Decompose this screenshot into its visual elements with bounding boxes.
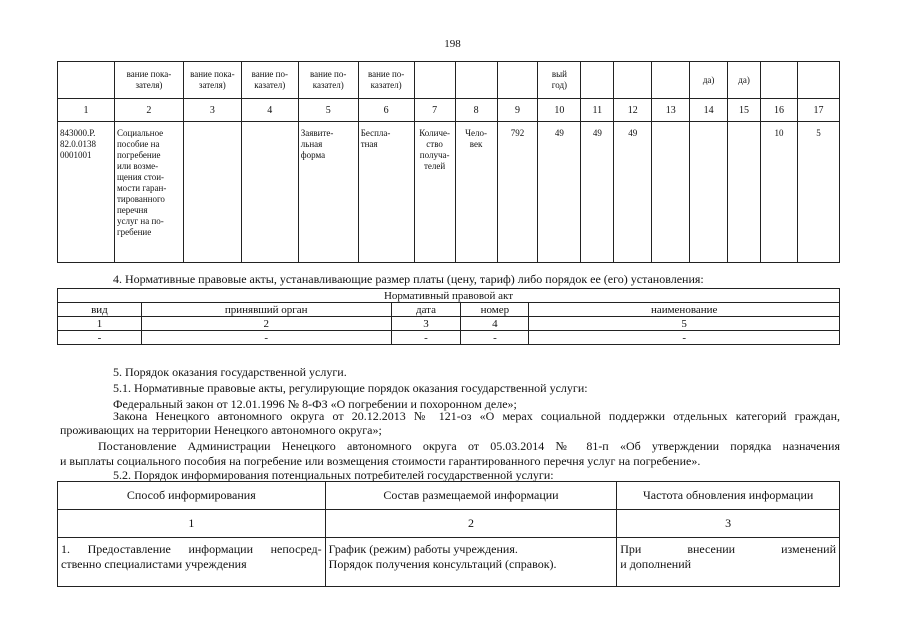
table-row xyxy=(58,538,840,587)
column-number-cell: 10 xyxy=(538,99,581,122)
table-header-row xyxy=(58,303,840,317)
table-cell: 792 xyxy=(497,122,538,263)
table-cell: Заявите- льная форма xyxy=(298,122,358,263)
table-cell: 843000.Р. 82.0.0138 0001001 xyxy=(58,122,115,263)
column-number-cell: 2 xyxy=(141,317,391,331)
table-header-row xyxy=(58,62,840,99)
column-number-cell: 11 xyxy=(581,99,614,122)
table-cell: - xyxy=(58,331,142,345)
column-number-cell: 5 xyxy=(529,317,840,331)
column-number-row xyxy=(58,317,840,331)
table-cell: - xyxy=(391,331,461,345)
header-cell: да) xyxy=(690,62,728,99)
header-cell: наименование xyxy=(529,303,840,317)
section-4-heading: 4. Нормативные правовые акты, устанавливающие размер платы (цену, тариф) либо порядок ее (его) установления: xyxy=(113,272,704,286)
informing-content-line-1: График (режим) работы учреждения. xyxy=(328,542,518,556)
table-cell: - xyxy=(141,331,391,345)
header-cell: вание по- казател) xyxy=(298,62,358,99)
law-3-line-1: Постановление Администрации Ненецкого автономного округа от 05.03.2014 № 81-п «Об утверждении порядка назначения xyxy=(98,439,840,453)
informing-frequency-line-2: и дополнений xyxy=(620,557,692,571)
table-cell: - xyxy=(461,331,529,345)
legal-acts-table xyxy=(57,288,840,345)
header-cell xyxy=(581,62,614,99)
law-3-line-2: и выплаты социального пособия на погребение или возмещения стоимости гарантированного перечня услуг на погребение». xyxy=(60,454,701,468)
table-cell: 49 xyxy=(614,122,652,263)
table-cell xyxy=(652,122,690,263)
header-cell: вид xyxy=(58,303,142,317)
informing-method-line-2: ственно специалистами учреждения xyxy=(61,557,247,571)
column-number-cell: 4 xyxy=(461,317,529,331)
table-cell xyxy=(728,122,761,263)
informing-table xyxy=(57,481,840,587)
table-cell: Беспла- тная xyxy=(358,122,414,263)
column-number-cell: 15 xyxy=(728,99,761,122)
informing-frequency-cell xyxy=(617,538,840,587)
header-cell: номер xyxy=(461,303,529,317)
header-cell xyxy=(58,62,115,99)
column-number-cell: 3 xyxy=(617,510,840,538)
column-number-row xyxy=(58,510,840,538)
header-cell: принявший орган xyxy=(141,303,391,317)
header-cell: вание по- казател) xyxy=(241,62,298,99)
column-number-cell: 12 xyxy=(614,99,652,122)
column-number-cell: 3 xyxy=(183,99,241,122)
header-cell xyxy=(761,62,798,99)
header-cell xyxy=(455,62,497,99)
header-cell: Способ информирования xyxy=(58,482,326,510)
header-cell: вание по- казател) xyxy=(358,62,414,99)
informing-method-cell xyxy=(58,538,326,587)
law-2-line-2: проживающих на территории Ненецкого автономного округа»; xyxy=(60,423,382,437)
informing-frequency-line-1: При внесении изменений xyxy=(620,542,836,556)
header-cell xyxy=(614,62,652,99)
section-5-1-heading: 5.1. Нормативные правовые акты, регулирующие порядок оказания государственной услуги: xyxy=(113,381,588,395)
column-number-cell: 6 xyxy=(358,99,414,122)
header-cell: вый год) xyxy=(538,62,581,99)
table-cell xyxy=(241,122,298,263)
informing-content-line-2: Порядок получения консультаций (справок). xyxy=(328,557,557,571)
column-number-cell: 16 xyxy=(761,99,798,122)
table-cell: - xyxy=(529,331,840,345)
column-number-cell: 17 xyxy=(797,99,839,122)
column-number-cell: 2 xyxy=(325,510,617,538)
column-number-cell: 9 xyxy=(497,99,538,122)
table-cell: 10 xyxy=(761,122,798,263)
legal-act-title: Нормативный правовой акт xyxy=(58,289,840,303)
header-cell: да) xyxy=(728,62,761,99)
page-number: 198 xyxy=(444,38,461,50)
table-cell: 49 xyxy=(538,122,581,263)
header-cell: Состав размещаемой информации xyxy=(325,482,617,510)
table-header-row xyxy=(58,482,840,510)
section-5-heading: 5. Порядок оказания государственной услуги. xyxy=(113,365,347,379)
informing-method-line-1: 1. Предоставление информации непосред- xyxy=(61,542,322,556)
table-cell: Чело- век xyxy=(455,122,497,263)
header-cell xyxy=(497,62,538,99)
table-row xyxy=(58,122,840,263)
column-number-cell: 1 xyxy=(58,317,142,331)
header-cell: вание пока- зателя) xyxy=(114,62,183,99)
column-number-cell: 8 xyxy=(455,99,497,122)
column-number-cell: 2 xyxy=(114,99,183,122)
column-number-cell: 5 xyxy=(298,99,358,122)
header-cell: дата xyxy=(391,303,461,317)
column-number-cell: 3 xyxy=(391,317,461,331)
table-cell: 49 xyxy=(581,122,614,263)
law-1: Федеральный закон от 12.01.1996 № 8-ФЗ «О погребении и похоронном деле»; xyxy=(113,397,517,411)
table-cell: Социальное пособие на погребение или возме- щения стои- мости гаран- тированного перечня услуг на по- гребение xyxy=(114,122,183,263)
table-cell xyxy=(690,122,728,263)
table-cell: 5 xyxy=(797,122,839,263)
column-number-cell: 13 xyxy=(652,99,690,122)
column-number-cell: 1 xyxy=(58,99,115,122)
header-cell xyxy=(414,62,455,99)
column-number-cell: 14 xyxy=(690,99,728,122)
law-2-line-1: Закона Ненецкого автономного округа от 20.12.2013 № 121-оз «О мерах социальной поддержки отдельных категорий граждан, xyxy=(113,409,840,423)
column-number-cell: 7 xyxy=(414,99,455,122)
indicators-table xyxy=(57,61,840,263)
informing-content-cell xyxy=(325,538,617,587)
header-cell: Частота обновления информации xyxy=(617,482,840,510)
column-number-cell: 1 xyxy=(58,510,326,538)
header-cell: вание пока- зателя) xyxy=(183,62,241,99)
column-number-cell: 4 xyxy=(241,99,298,122)
table-row xyxy=(58,331,840,345)
section-5-2-heading: 5.2. Порядок информирования потенциальных потребителей государственной услуги: xyxy=(113,468,554,482)
header-cell xyxy=(797,62,839,99)
table-cell xyxy=(183,122,241,263)
table-cell: Количе- ство получа- телей xyxy=(414,122,455,263)
header-cell xyxy=(652,62,690,99)
column-number-row xyxy=(58,99,840,122)
